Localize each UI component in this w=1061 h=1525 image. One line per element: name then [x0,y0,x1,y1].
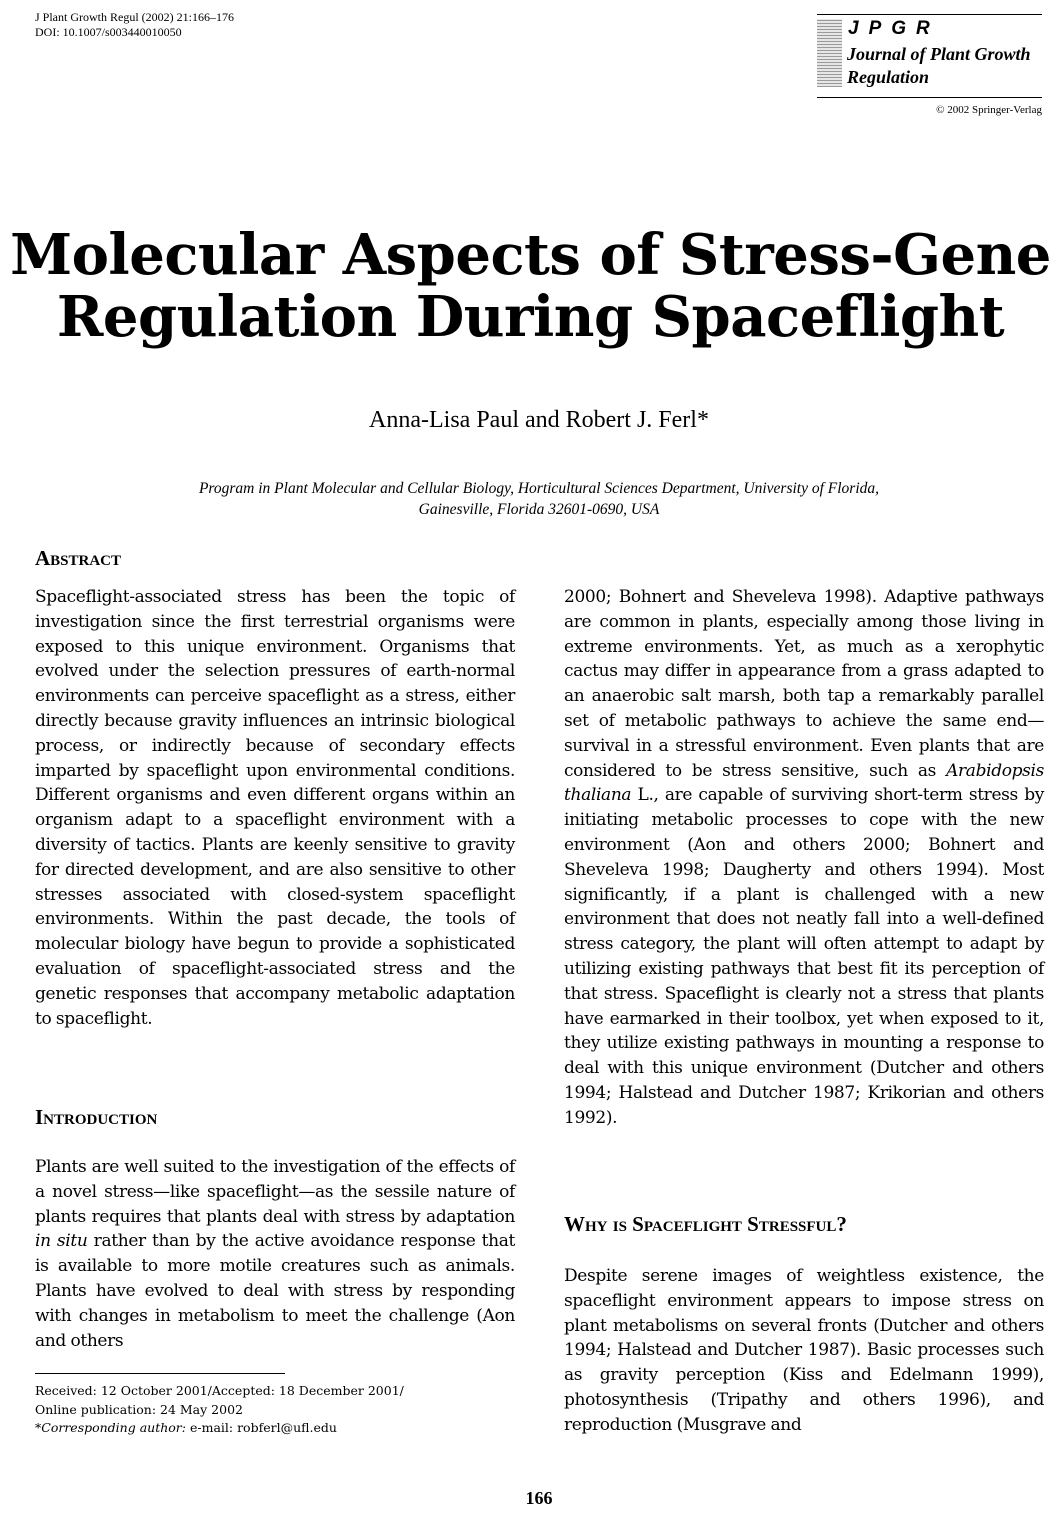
why-heading: Why is Spaceflight Stressful? [564,1212,847,1236]
introduction-text [35,1155,515,1353]
footnote-rule [35,1373,285,1374]
journal-name-line2: Regulation [847,67,930,87]
journal-name [847,43,1031,89]
authors: Anna-Lisa Paul and Robert J. Ferl* [369,407,709,433]
copyright: © 2002 Springer-Verlag [936,104,1042,116]
corresponding-email: e-mail: robferl@ufl.edu [186,1420,337,1435]
right-text-part2: L., are capable of surviving short-term stress by initiating metabolic processes to cope with the new environment (Aon and others 2000; Bohnert and Sheveleva 1998; Daugherty and others 1994). Most significantly, if a plant is challenged with a new environment that does not neatly fall into a well-defined stress category, the plant will often attempt to adapt by utilizing existing pathways that best fit its perception of that stress. Spaceflight is clearly not a stress that plants have earmarked in their toolbox, yet when exposed to it, they utilize existing pathways in mounting a response to deal with this unique environment (Dutcher and others 1994; Halstead and Dutcher 1987; Krikorian and others 1992). [564,785,1044,1128]
abstract-heading: Abstract [35,546,122,570]
citation-line: J Plant Growth Regul (2002) 21:166–176 [35,10,234,24]
species-italic: Arabidopsis thaliana [564,760,1044,806]
corresponding-label: *Corresponding author: [35,1420,186,1435]
journal-name-line1: Journal of Plant Growth [847,44,1031,64]
received-line: Received: 12 October 2001/Accepted: 18 December 2001/ [35,1383,404,1398]
why-text: Despite serene images of weightless existence, the spaceflight environment appears to impose stress on plant metabolisms on several fronts (Dutcher and others 1994; Halstead and Dutcher 1987). Basic processes such as gravity perception (Kiss and Edelmann 1999), photosynthesis (Tripathy and others 1996), and reproduction (Musgrave and [564,1266,1044,1435]
corresponding-author-line [35,1419,404,1438]
intro-text-part2: rather than by the active avoidance response that is available to more motile creatures such as animals. Plants have evolved to deal with stress by responding with changes in metabolism to meet the challenge (Aon and others [35,1231,515,1351]
intro-text-part1: Plants are well suited to the investigation of the effects of a novel stress—like spaceflight—as the sessile nature of plants requires that plants deal with stress by adaptation [35,1157,515,1227]
journal-citation [35,10,234,40]
online-publication-line: Online publication: 24 May 2002 [35,1401,243,1417]
title-line1: Molecular Aspects of Stress-Gene [10,222,1051,288]
affiliation-line1: Program in Plant Molecular and Cellular Biology, Horticultural Sciences Department, University of Florida, [198,480,880,497]
affiliation-line2: Gainesville, Florida 32601-0690, USA [418,501,660,518]
journal-abbreviation: JPGR [848,18,940,39]
title-line2: Regulation During Spaceflight [56,284,1005,350]
page-number: 166 [525,1488,553,1508]
intro-italic: in situ [35,1231,88,1252]
paper-title [0,224,1061,348]
right-text-part1: 2000; Bohnert and Sheveleva 1998). Adaptive pathways are common in plants, especially among those living in extreme environments. Yet, as much as a xerophytic cactus may differ in appearance from a grass adapted to an anaerobic salt marsh, both tap a remarkably parallel set of metabolic pathways to achieve the same end—survival in a stressful environment. Even plants that are considered to be stress sensitive, such as [564,587,1044,781]
abstract-text: Spaceflight-associated stress has been the topic of investigation since the first terrestrial organisms were exposed to this unique environment. Organisms that evolved under the selection pressures of earth-normal environments can perceive spaceflight as a stress, either directly because gravity influences an intrinsic biological process, or indirectly because of secondary effects imparted by spaceflight upon environmental conditions. Different organisms and even different organs within an organism adapt to a spaceflight environment with a diversity of tactics. Plants are keenly sensitive to gravity for directed development, and are also sensitive to other stresses associated with closed-system spaceflight environments. Within the past decade, the tools of molecular biology have begun to provide a sophisticated evaluation of spaceflight-associated stress and the genetic responses that accompany metabolic adaptation to spaceflight. [35,587,515,1029]
doi-line: DOI: 10.1007/s003440010050 [35,25,182,39]
logo-rule-top [817,14,1042,15]
footnote [35,1382,404,1438]
journal-logo-stripe [817,19,842,87]
right-column-text [564,585,1044,1131]
logo-rule-bottom [817,97,1042,98]
introduction-heading: Introduction [35,1105,158,1129]
affiliation [0,478,1061,520]
